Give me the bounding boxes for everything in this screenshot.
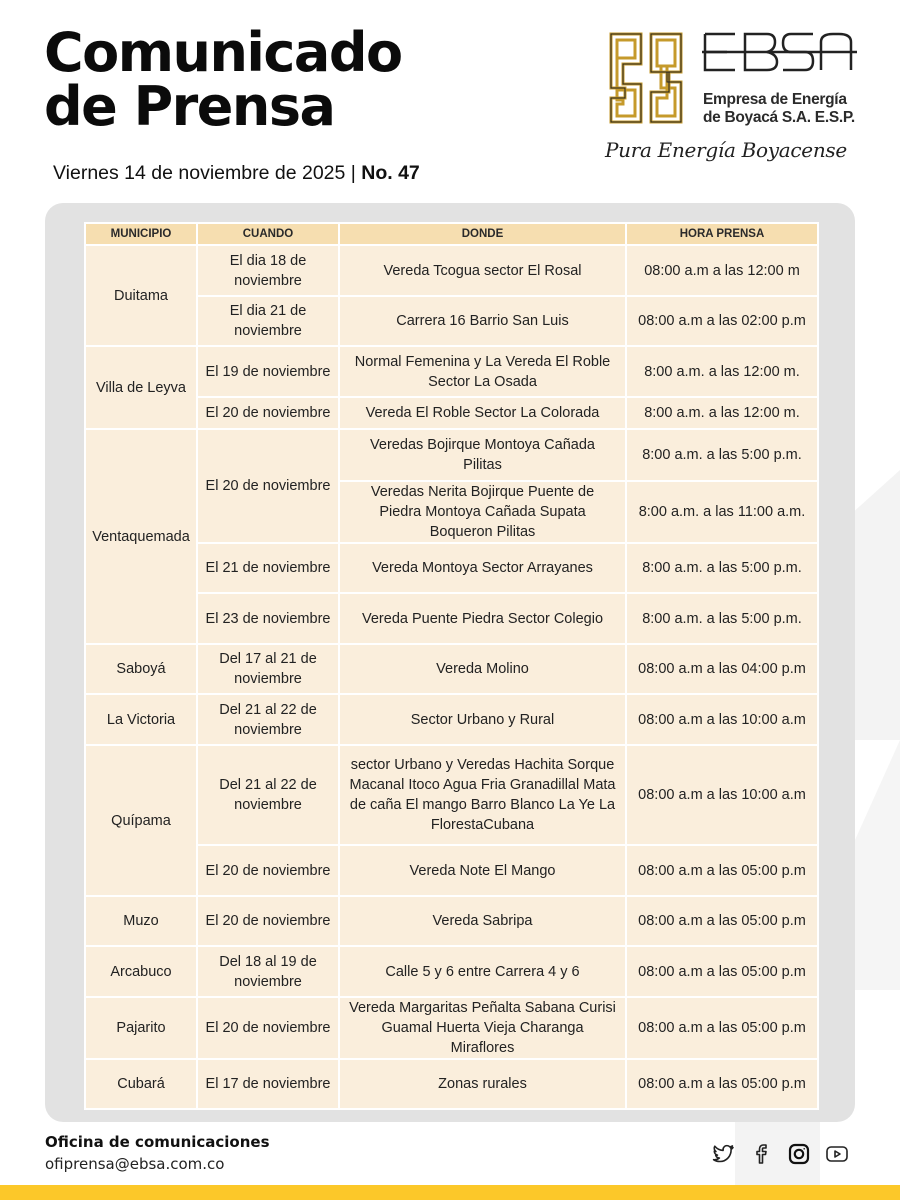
page-title xyxy=(44,21,402,138)
facebook-icon xyxy=(749,1142,773,1166)
cell-municipio: Arcabuco xyxy=(85,946,197,997)
header-hora: HORA PRENSA xyxy=(626,223,818,245)
cell-cuando: El dia 18 de noviembre xyxy=(197,245,339,296)
table-row xyxy=(85,346,818,397)
title-line-2: de Prensa xyxy=(44,75,335,138)
cell-hora: 8:00 a.m. a las 11:00 a.m. xyxy=(626,481,818,543)
issue-number: No. 47 xyxy=(361,162,420,184)
date-line xyxy=(53,162,420,185)
cell-municipio: La Victoria xyxy=(85,694,197,745)
table-row xyxy=(85,245,818,296)
table-row xyxy=(85,745,818,845)
cell-cuando: El 21 de noviembre xyxy=(197,543,339,593)
cell-cuando: Del 21 al 22 de noviembre xyxy=(197,745,339,845)
cell-donde: Calle 5 y 6 entre Carrera 4 y 6 xyxy=(339,946,626,997)
cell-municipio: Ventaquemada xyxy=(85,429,197,644)
cell-hora: 08:00 a.m a las 05:00 p.m xyxy=(626,1059,818,1109)
cell-donde: Vereda Margaritas Peñalta Sabana Curisi Guamal Huerta Vieja Charanga Miraflores xyxy=(339,997,626,1059)
cell-hora: 08:00 a.m a las 10:00 a.m xyxy=(626,745,818,845)
twitter-link[interactable] xyxy=(704,1142,742,1168)
cell-hora: 8:00 a.m. a las 5:00 p.m. xyxy=(626,429,818,481)
cell-donde: Vereda Note El Mango xyxy=(339,845,626,896)
schedule-table xyxy=(84,222,819,1110)
header-donde: DONDE xyxy=(339,223,626,245)
cell-cuando: El 19 de noviembre xyxy=(197,346,339,397)
cell-hora: 8:00 a.m. a las 12:00 m. xyxy=(626,397,818,429)
instagram-icon xyxy=(787,1142,811,1166)
facebook-link[interactable] xyxy=(742,1142,780,1168)
cell-cuando: El 20 de noviembre xyxy=(197,845,339,896)
table-row xyxy=(85,896,818,946)
youtube-icon xyxy=(825,1142,849,1166)
cell-cuando: Del 18 al 19 de noviembre xyxy=(197,946,339,997)
cell-municipio: Cubará xyxy=(85,1059,197,1109)
cell-cuando: Del 21 al 22 de noviembre xyxy=(197,694,339,745)
table-row xyxy=(85,644,818,694)
social-links xyxy=(704,1142,856,1168)
cell-hora: 08:00 a.m a las 05:00 p.m xyxy=(626,946,818,997)
cell-donde: Zonas rurales xyxy=(339,1059,626,1109)
cell-cuando: El 20 de noviembre xyxy=(197,896,339,946)
ebsa-logo xyxy=(605,28,860,168)
cell-municipio: Pajarito xyxy=(85,997,197,1059)
cell-donde: sector Urbano y Veredas Hachita Sorque Macanal Itoco Agua Fria Granadillal Mata de caña El mango Barro Blanco La Ye La FlorestaCubana xyxy=(339,745,626,845)
cell-donde: Vereda Puente Piedra Sector Colegio xyxy=(339,593,626,644)
cell-donde: Vereda El Roble Sector La Colorada xyxy=(339,397,626,429)
cell-hora: 08:00 a.m a las 05:00 p.m xyxy=(626,845,818,896)
cell-donde: Veredas Bojirque Montoya Cañada Pilitas xyxy=(339,429,626,481)
table-row xyxy=(85,946,818,997)
table-row xyxy=(85,997,818,1059)
cell-hora: 08:00 a.m a las 02:00 p.m xyxy=(626,296,818,346)
cell-donde: Veredas Nerita Bojirque Puente de Piedra Montoya Cañada Supata Boqueron Pilitas xyxy=(339,481,626,543)
cell-hora: 08:00 a.m a las 05:00 p.m xyxy=(626,997,818,1059)
cell-cuando: El 20 de noviembre xyxy=(197,397,339,429)
cell-hora: 08:00 a.m a las 05:00 p.m xyxy=(626,896,818,946)
header-municipio: MUNICIPIO xyxy=(85,223,197,245)
table-header-row xyxy=(85,223,818,245)
company-name xyxy=(703,91,855,127)
cell-donde: Carrera 16 Barrio San Luis xyxy=(339,296,626,346)
youtube-link[interactable] xyxy=(818,1142,856,1168)
cell-municipio: Quípama xyxy=(85,745,197,896)
cell-hora: 8:00 a.m. a las 12:00 m. xyxy=(626,346,818,397)
cell-donde: Vereda Molino xyxy=(339,644,626,694)
cell-cuando: El 20 de noviembre xyxy=(197,429,339,543)
cell-hora: 8:00 a.m. a las 5:00 p.m. xyxy=(626,543,818,593)
instagram-link[interactable] xyxy=(780,1142,818,1168)
ebsa-emblem-icon xyxy=(605,28,687,128)
cell-municipio: Muzo xyxy=(85,896,197,946)
slogan: Pura Energía Boyacense xyxy=(605,138,847,162)
table-row xyxy=(85,1059,818,1109)
title-line-1: Comunicado xyxy=(44,21,402,84)
cell-cuando: Del 17 al 21 de noviembre xyxy=(197,644,339,694)
date-text: Viernes 14 de noviembre de 2025 | xyxy=(53,162,362,184)
twitter-icon xyxy=(711,1142,735,1166)
footer-email-link[interactable]: ofiprensa@ebsa.com.co xyxy=(45,1155,225,1173)
footer-accent-bar xyxy=(0,1185,900,1200)
table-row xyxy=(85,694,818,745)
cell-cuando: El 20 de noviembre xyxy=(197,997,339,1059)
background-decoration xyxy=(855,740,900,990)
cell-donde: Vereda Montoya Sector Arrayanes xyxy=(339,543,626,593)
cell-donde: Vereda Sabripa xyxy=(339,896,626,946)
cell-hora: 08:00 a.m a las 10:00 a.m xyxy=(626,694,818,745)
background-decoration xyxy=(855,470,900,740)
cell-cuando: El 17 de noviembre xyxy=(197,1059,339,1109)
company-line-1: Empresa de Energía xyxy=(703,91,847,108)
table-row xyxy=(85,429,818,481)
cell-hora: 08:00 a.m a las 04:00 p.m xyxy=(626,644,818,694)
cell-donde: Sector Urbano y Rural xyxy=(339,694,626,745)
company-line-2: de Boyacá S.A. E.S.P. xyxy=(703,109,855,126)
cell-donde: Normal Femenina y La Vereda El Roble Sector La Osada xyxy=(339,346,626,397)
cell-cuando: El 23 de noviembre xyxy=(197,593,339,644)
cell-hora: 08:00 a.m a las 12:00 m xyxy=(626,245,818,296)
cell-municipio: Saboyá xyxy=(85,644,197,694)
ebsa-wordmark-icon xyxy=(701,30,859,74)
cell-municipio: Villa de Leyva xyxy=(85,346,197,429)
footer-office: Oficina de comunicaciones xyxy=(45,1133,270,1151)
cell-cuando: El dia 21 de noviembre xyxy=(197,296,339,346)
cell-donde: Vereda Tcogua sector El Rosal xyxy=(339,245,626,296)
cell-municipio: Duitama xyxy=(85,245,197,346)
cell-hora: 8:00 a.m. a las 5:00 p.m. xyxy=(626,593,818,644)
header-cuando: CUANDO xyxy=(197,223,339,245)
